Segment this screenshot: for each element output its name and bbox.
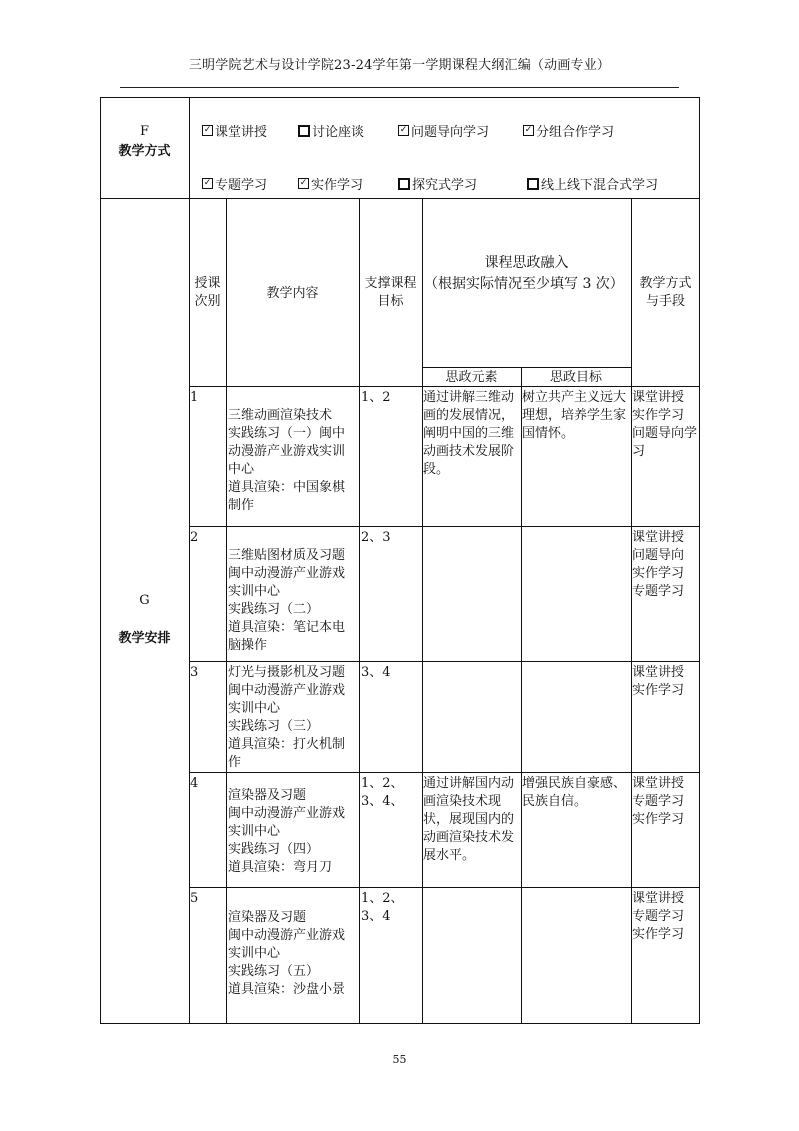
row-2-goal: 2、3 — [361, 530, 391, 545]
option-blended[interactable] — [527, 174, 658, 193]
section-f-letter: F — [139, 124, 150, 139]
row-5-method: 课堂讲授 专题学习 实作学习 — [632, 891, 685, 942]
section-g-title: 教学安排 — [118, 631, 171, 646]
section-g-letter: G — [139, 593, 150, 608]
row-5-session: 5 — [190, 891, 199, 906]
header-method: 教学方式 与手段 — [639, 276, 692, 309]
row-3-goal: 3、4 — [361, 665, 391, 680]
row-1-session: 1 — [190, 390, 199, 405]
row-4-session: 4 — [190, 776, 199, 791]
grid-h-sub — [422, 367, 631, 368]
row-2-method: 课堂讲授 问题导向 实作学习 专题学习 — [632, 530, 685, 599]
option-topic-study[interactable] — [202, 174, 267, 193]
grid-h3 — [189, 661, 700, 662]
section-f-title: 教学方式 — [118, 144, 171, 159]
option-inquiry[interactable] — [398, 174, 477, 193]
row-5-content: 渲染器及习题 闽中动漫游产业游戏实训中心 实践练习（五） 道具渲染：沙盘小景 — [228, 910, 346, 997]
row-1-method: 课堂讲授 实作学习 问题导向学习 — [632, 390, 698, 459]
label-column-divider — [189, 97, 190, 1024]
header-ideology-title: 课程思政融入 — [484, 255, 569, 271]
header-rule — [120, 87, 679, 88]
option-lecture[interactable] — [202, 121, 267, 140]
grid-h2 — [189, 526, 700, 527]
row-3-content: 灯光与摄影机及习题 闽中动漫游产业游戏实训中心 实践练习（三） 道具渲染：打火机制作 — [228, 665, 346, 770]
row-4-content: 渲染器及习题 闽中动漫游产业游戏实训中心 实践练习（四） 道具渲染：弯月刀 — [228, 788, 346, 875]
option-label: 探究式学习 — [412, 178, 478, 193]
grid-v3 — [422, 198, 423, 1024]
grid-v1 — [226, 198, 227, 1024]
row-3-method: 课堂讲授 实作学习 — [632, 665, 685, 698]
syllabus-table — [100, 97, 700, 1024]
grid-v4 — [521, 367, 522, 1024]
option-label: 讨论座谈 — [312, 125, 365, 140]
row-2-content: 三维贴图材质及习题 闽中动漫游产业游戏实训中心 实践练习（二） 道具渲染：笔记本电脑操作 — [228, 548, 346, 653]
row-4-target: 增强民族自豪感、民族自信。 — [522, 776, 627, 809]
checkbox-icon[interactable] — [527, 178, 539, 190]
option-label: 分组合作学习 — [536, 125, 615, 140]
row-1-content: 三维动画渲染技术 实践练习（一）闽中动漫游产业游戏实训中心 道具渲染：中国象棋制作 — [228, 408, 346, 513]
checkbox-icon[interactable] — [298, 125, 310, 137]
checkbox-icon[interactable] — [398, 125, 409, 136]
checkbox-icon[interactable] — [202, 125, 213, 136]
row-1-goal: 1、2 — [361, 390, 391, 405]
grid-h5 — [189, 887, 700, 888]
checkbox-icon[interactable] — [398, 178, 410, 190]
grid-v2 — [359, 198, 360, 1024]
option-group-work[interactable] — [523, 121, 614, 140]
row-2-session: 2 — [190, 530, 199, 545]
checkbox-icon[interactable] — [298, 178, 309, 189]
grid-h4 — [189, 772, 700, 773]
option-label: 问题导向学习 — [411, 125, 490, 140]
row-5-goal: 1、2、3、4 — [361, 891, 404, 924]
row-3-session: 3 — [190, 665, 199, 680]
option-label: 线上线下混合式学习 — [541, 178, 659, 193]
checkbox-icon[interactable] — [523, 125, 534, 136]
section-divider — [100, 198, 700, 199]
option-problem-based[interactable] — [398, 121, 489, 140]
checkbox-icon[interactable] — [202, 178, 213, 189]
row-4-method: 课堂讲授 专题学习 实作学习 — [632, 776, 685, 827]
section-g-label — [100, 582, 189, 658]
row-1-target: 树立共产主义远大理想，培养学生家国情怀。 — [522, 390, 627, 441]
header-goal: 支撑课程 目标 — [364, 276, 417, 309]
row-1-element: 通过讲解三维动画的发展情况，阐明中国的三维动画技术发展阶段。 — [423, 390, 515, 477]
page-header: 三明学院艺术与设计学院23-24学年第一学期课程大纲汇编（动画专业） — [188, 58, 611, 73]
page-number: 55 — [392, 1053, 407, 1066]
header-content: 教学内容 — [266, 286, 319, 301]
section-f-label — [100, 122, 189, 162]
header-element: 思政元素 — [445, 370, 498, 385]
table-border-top — [100, 97, 700, 98]
table-border-bottom — [100, 1023, 700, 1024]
option-discussion[interactable] — [298, 121, 364, 140]
option-practice[interactable] — [298, 174, 363, 193]
option-label: 专题学习 — [215, 178, 268, 193]
option-label: 实作学习 — [311, 178, 364, 193]
table-border-right — [699, 97, 700, 1024]
table-border-left — [100, 97, 101, 1024]
header-session: 授课 次别 — [194, 276, 221, 309]
row-4-goal: 1、2、3、4、 — [361, 776, 404, 809]
row-4-element: 通过讲解国内动画渲染技术现状，展现国内的动画渲染技术发展水平。 — [423, 776, 515, 863]
header-target: 思政目标 — [549, 370, 602, 385]
option-label: 课堂讲授 — [215, 125, 268, 140]
header-ideology-note: （根据实际情况至少填写 3 次） — [424, 276, 624, 292]
